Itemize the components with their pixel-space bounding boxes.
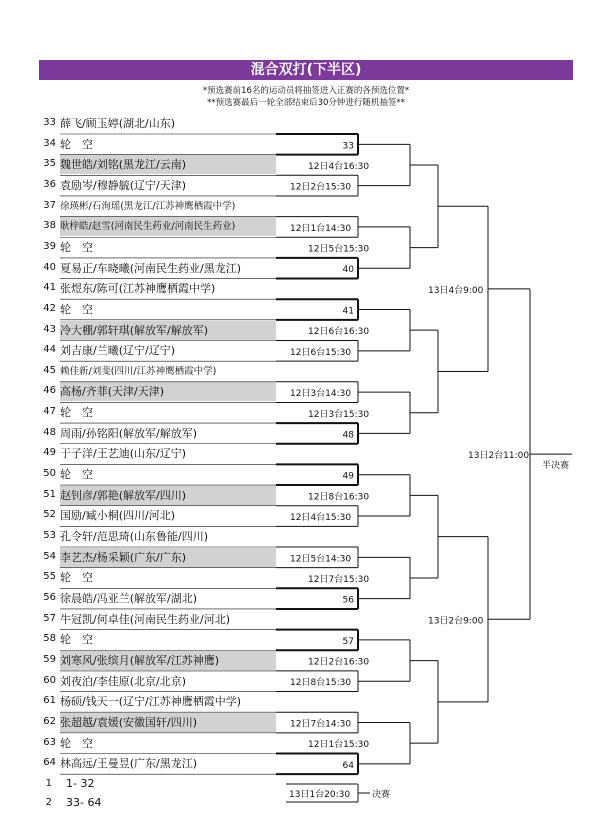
entry-number: 55 (43, 571, 56, 583)
entry-number: 63 (43, 736, 56, 748)
r1-match-time: 12日7台14:30 (290, 719, 352, 730)
entry-name: 轮 空 (60, 736, 93, 750)
r1-match-time: 12日5台14:30 (290, 554, 352, 565)
note-line-1: *预选赛前16名的运动员将抽签进入正赛的各预选位置* (202, 86, 410, 96)
entry-number: 56 (43, 591, 56, 603)
note-line-2: **预选赛最后一轮全部结束后30分钟进行随机抽签** (207, 98, 405, 108)
r2-match-time: 12日8台16:30 (308, 492, 370, 503)
entry-name: 赖佳新/刘斐(四川/江苏神鹰栖霞中学) (60, 365, 217, 377)
entry-number: 58 (43, 633, 56, 645)
entry-number: 54 (43, 550, 56, 562)
entry-number: 41 (43, 282, 56, 294)
entry-name: 轮 空 (60, 468, 93, 482)
entry-name: 轮 空 (60, 633, 93, 647)
r1-bye-label: 48 (342, 430, 354, 441)
entry-number: 43 (43, 323, 56, 335)
entry-name: 徐晨皓/冯亚兰(解放军/湖北) (60, 591, 197, 605)
entry-number: 61 (43, 695, 56, 707)
entry-number: 60 (43, 674, 56, 686)
entry-number: 50 (43, 468, 56, 480)
entry-name: 孔令轩/范思琦(山东鲁能/四川) (60, 530, 208, 543)
entry-number: 52 (43, 509, 56, 521)
entry-name: 李艺杰/杨采颖(广东/广东) (60, 548, 276, 567)
entry-name: 魏世皓/刘铭(黑龙江/云南) (60, 155, 276, 174)
page-title: 混合双打(下半区) (39, 60, 573, 80)
entry-number: 51 (43, 488, 56, 500)
entry-name: 杨硕/钱天一(辽宁/江苏神鹰栖霞中学) (60, 695, 241, 709)
r1-match-time: 12日3台14:30 (290, 389, 352, 400)
entry-name: 夏易正/车晓曦(河南民生药业/黑龙江) (60, 261, 241, 275)
footer-no-2: 2 (45, 797, 52, 808)
entry-number: 59 (43, 653, 56, 665)
entry-number: 47 (43, 406, 56, 418)
entry-name: 轮 空 (60, 302, 93, 316)
entry-number: 35 (43, 158, 56, 170)
entry-number: 37 (43, 199, 56, 211)
entry-name: 薛飞/顾玉婷(湖北/山东) (60, 117, 175, 130)
entry-number: 46 (43, 385, 56, 397)
entry-number: 39 (43, 240, 56, 252)
entry-number: 33 (43, 117, 56, 128)
r1-bye-label: 33 (342, 141, 354, 152)
final-time: 13日1台20:30 (289, 790, 351, 800)
entry-number: 53 (43, 530, 56, 541)
entry-number: 40 (43, 261, 56, 273)
entry-name: 张煜东/陈可(江苏神鹰栖霞中学) (60, 282, 216, 296)
r1-bye-label: 56 (342, 595, 354, 606)
footer-range-2: 33- 64 (66, 796, 102, 809)
entry-name: 轮 空 (60, 571, 93, 585)
entry-name: 轮 空 (60, 240, 93, 254)
entry-number: 45 (43, 364, 56, 376)
r4-match-time: 13日2台9:00 (428, 616, 484, 627)
r1-match-time: 12日1台14:30 (290, 223, 352, 234)
entry-number: 42 (43, 302, 56, 314)
entry-number: 57 (43, 612, 56, 624)
entry-name: 耿梓皓/赵雪(河南民生药业/河南民生药业) (60, 217, 276, 236)
entry-name: 高杨/齐菲(天津/天津) (60, 382, 276, 401)
entry-number: 49 (43, 447, 56, 459)
r1-match-time: 12日8台15:30 (290, 678, 352, 689)
entry-number: 38 (43, 220, 56, 232)
r1-match-time: 12日4台15:30 (290, 513, 352, 524)
r1-match-time: 12日6台15:30 (290, 347, 352, 358)
entry-name: 轮 空 (60, 137, 93, 151)
entry-number: 44 (43, 344, 56, 356)
r4-match-time: 13日4台9:00 (428, 285, 484, 296)
r2-match-time: 12日4台16:30 (308, 161, 370, 172)
entry-name: 国励/臧小桐(四川/河北) (60, 509, 175, 523)
entry-name: 刘吉康/兰曦(辽宁/辽宁) (60, 344, 175, 358)
r2-match-time: 12日6台16:30 (308, 327, 370, 338)
final-label: 决赛 (372, 790, 391, 800)
entry-name: 徐瑛彬/石洵瑶(黑龙江/江苏神鹰栖霞中学) (60, 200, 236, 212)
r2-match-time: 12日5台15:30 (308, 244, 370, 255)
entry-number: 48 (43, 426, 56, 438)
entry-name: 周雨/孙铭阳(解放军/解放军) (60, 426, 197, 440)
r1-bye-label: 41 (342, 306, 354, 317)
footer-range-1: 1- 32 (66, 777, 95, 790)
r2-match-time: 12日3台15:30 (308, 409, 370, 420)
r1-bye-label: 57 (342, 636, 354, 647)
footer-no-1: 1 (45, 778, 52, 789)
r2-match-time: 12日7台15:30 (308, 574, 370, 585)
r1-bye-label: 40 (342, 265, 354, 276)
r1-match-time: 12日2台15:30 (290, 182, 352, 193)
entry-name: 张超越/袁媛(安徽国轩/四川) (60, 713, 276, 732)
r1-bye-label: 64 (342, 760, 354, 771)
entry-name: 袁励岑/穆静毓(辽宁/天津) (60, 178, 186, 192)
entry-number: 62 (43, 715, 56, 727)
r2-match-time: 12日2台16:30 (308, 657, 370, 668)
semifinal-label: 半决赛 (542, 461, 570, 472)
entry-name: 赵钊彦/郭艳(解放军/四川) (60, 486, 276, 505)
entry-number: 34 (43, 137, 56, 149)
r5-match-time: 13日2台11:00 (468, 451, 530, 462)
entry-number: 64 (43, 757, 56, 769)
entry-name: 刘寒风/张缤月(解放军/江苏神鹰) (60, 651, 276, 670)
r2-match-time: 12日1台15:30 (308, 740, 370, 751)
entry-name: 牛冠凯/何卓佳(河南民生药业/河北) (60, 612, 230, 626)
r1-bye-label: 49 (342, 471, 354, 482)
entry-number: 36 (43, 178, 56, 190)
entry-name: 林高远/王曼昱(广东/黑龙江) (60, 757, 197, 771)
entry-name: 刘夜泊/李佳原(北京/北京) (60, 674, 186, 688)
entry-name: 于子洋/王艺迪(山东/辽宁) (60, 447, 186, 461)
entry-name: 轮 空 (60, 406, 93, 420)
entry-name: 冷大棚/郭轩琪(解放军/解放军) (60, 321, 276, 340)
